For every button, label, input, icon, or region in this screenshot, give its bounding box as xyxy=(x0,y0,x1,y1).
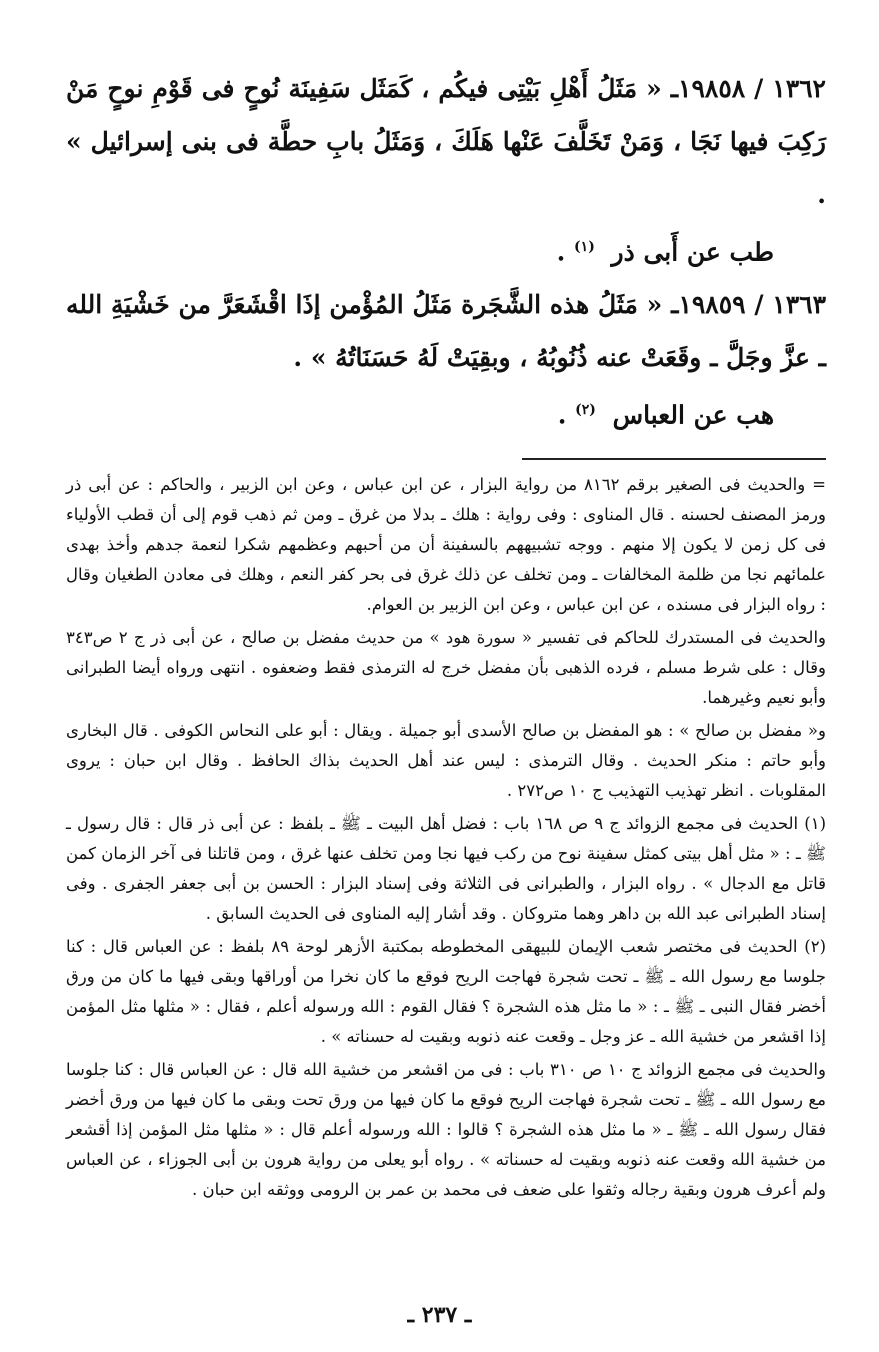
page-number: ـ ٢٣٧ ـ xyxy=(407,1302,472,1328)
footnote-ref: (٢) xyxy=(575,402,596,419)
hadith-source: طب عن أَبى ذر $^{(١)}$ . xyxy=(556,237,774,267)
hadith-text: « مَثَلُ أَهْلِ بَيْتِى فيكُم ، كَمَثَل سَفِينَة نُوحٍ فى قَوْمِ نوحٍ مَنْ رَكِبَ فيها نَجَا ، وَمَنْ تَخَلَّفَ عَنْها هَلَكَ ، وَمَثَلُ بابِ حطَّة فى بنى إسرائيل » . xyxy=(66,74,826,209)
source-text: هب عن العباس xyxy=(612,400,774,430)
hadith-text: « مَثَلُ هذه الشَّجَرة مَثَلُ المُؤْمن إذَا اقْشَعَرَّ من خَشْيَةِ الله ـ عزَّ وجَلَّ ـ وقَعَتْ عنه ذُنُوبُهُ ، وبقِيَتْ لَهُ حَسَنَاتُهُ » . xyxy=(66,290,826,373)
source-text: طب عن أَبى ذر xyxy=(611,237,774,267)
footnote-continuation: = والحديث فى الصغير برقم ٨١٦٢ من رواية البزار ، عن ابن عباس ، وعن ابن الزبير ، والحاكم : عن أبى ذر ورمز المصنف لحسنه . قال المناوى : وفى رواية : هلك ـ بدلا من غرق ـ ومن ثم ذهب قوم إلى أن قطب الأولياء فى كل زمن لا يكون إلا منهم . ووجه تشبيههم بالسفينة أن من أحبهم وعظمهم شكرا لنعمة جدهم وأخذ بهدى علمائهم نجا من ظلمة المخالفات ـ ومن تخلف عن ذلك غرق فى بحر كفر النعم ، وهلك فى معادن الطغيان وقال : رواه البزار فى مسنده ، عن ابن عباس ، وعن ابن الزبير بن العوام. xyxy=(66,474,826,614)
hadith-source: هب عن العباس $^{(٢)}$ . xyxy=(557,400,774,430)
footnote-paragraph: والحديث فى المستدرك للحاكم فى تفسير « سورة هود » من حديث مفضل بن صالح ، عن أبى ذر ج ٢ ص٣٤٣ وقال : على شرط مسلم ، فرده الذهبى بأن مفضل خرج له الترمذى فقط وضعفوه . انتهى ورواه أيضا الطبرانى وأبو نعيم وغيرهما. xyxy=(66,627,826,707)
footnote-ref: (١) xyxy=(574,239,595,255)
footnote-divider xyxy=(522,458,826,460)
footnote-2: (٢) الحديث فى مختصر شعب الإيمان للبيهقى المخطوطه بمكتبة الأزهر لوحة ٨٩ بلفظ : عن العباس قال : كنا جلوسا مع رسول الله ـ ﷺ ـ تحت شجرة فهاجت الريح فوقع ما كان نخرا من أوراقها وبقى فيها ما كان من ورق أخضر فقال النبى ـ ﷺ ـ : « ما مثل هذه الشجرة ؟ فقال القوم : الله ورسوله أعلم ، فقال : « مثلها مثل المؤمن إذا اقشعر من خشية الله ـ عز وجل ـ وقعت عنه ذنوبه وبقيت له حسناته » . xyxy=(66,936,826,1046)
footnote-paragraph: و« مفضل بن صالح » : هو المفضل بن صالح الأسدى أبو جميلة . ويقال : أبو على النحاس الكوفى . قال البخارى وأبو حاتم : منكر الحديث . وقال الترمذى : ليس عند أهل الحديث بذاك الحافظ . وقال ابن حبان : يروى المقلوبات . انظر تهذيب التهذيب ج ١٠ ص٢٧٢ . xyxy=(66,720,826,800)
footnote-1: (١) الحديث فى مجمع الزوائد ج ٩ ص ١٦٨ باب : فضل أهل البيت ـ ﷺ ـ بلفظ : عن أبى ذر قال : قال رسول ـ ﷺ ـ : « مثل أهل بيتى كمثل سفينة نوح من ركب فيها نجا ومن تخلف عنها غرق ، ومن قاتلنا فى آخر الزمان كمن قاتل مع الدجال » . رواه البزار ، والطبرانى فى الثلاثة وفى إسناد البزار : الحسن بن أبى جعفر الجفرى . وفى إسناد الطبرانى عبد الله بن داهر وهما متروكان . وقد أشار إليه المناوى فى الحديث السابق . xyxy=(66,813,826,923)
footnote-paragraph: والحديث فى مجمع الزوائد ج ١٠ ص ٣١٠ باب : فى من اقشعر من خشية الله قال : عن العباس قال : كنا جلوسا مع رسول الله ـ ﷺ ـ تحت شجرة فهاجت الريح فوقع ما كان فيها من ورق تحت وبقى ما كان فيها من ورق أخضر فقال رسول الله ـ ﷺ ـ « ما مثل هذه الشجرة ؟ قالوا : الله ورسوله أعلم قال : « مثلها مثل المؤمن إذا أقشعر من خشية الله وقعت عنه ذنوبه وبقيت له حسناته » . رواه أبو يعلى من رواية هرون بن أبى الجوزاء ، عن العباس ولم أعرف هرون وبقية رجاله وثقوا على ضعف فى محمد بن عمر بن الرومى ووثقه ابن حبان . xyxy=(66,1059,826,1199)
hadith-2 xyxy=(66,278,826,384)
page-body xyxy=(66,62,826,1208)
hadith-number: ١٣٦٢ / ١٩٨٥٨ـ xyxy=(670,74,826,103)
hadith-number: ١٣٦٣ / ١٩٨٥٩ـ xyxy=(671,290,826,320)
hadith-1 xyxy=(66,62,826,221)
